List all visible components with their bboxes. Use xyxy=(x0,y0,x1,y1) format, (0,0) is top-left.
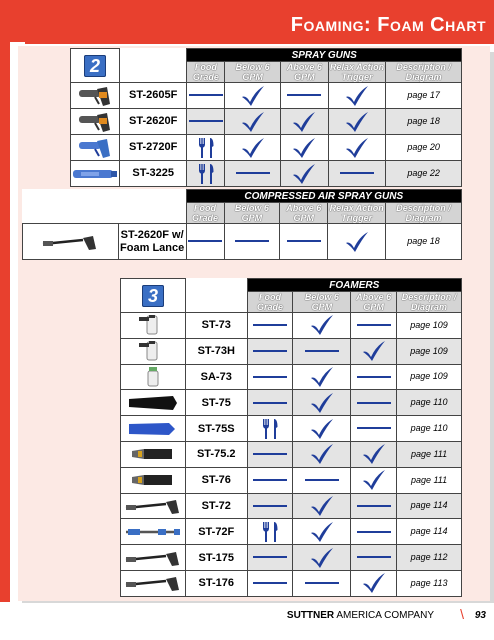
section-number-badge: 2 xyxy=(84,55,106,77)
dash-line xyxy=(253,479,287,481)
table-row xyxy=(121,441,462,467)
col-header: Above 6 GPM xyxy=(351,292,397,313)
dash-line xyxy=(287,240,321,242)
table-row xyxy=(121,416,462,442)
section-title: FOAMERS xyxy=(247,279,461,292)
fork-knife-icon xyxy=(187,135,225,161)
checkmark-icon xyxy=(280,109,328,135)
dash-mark xyxy=(247,545,293,571)
page-reference[interactable]: page 114 xyxy=(397,519,462,545)
fork-knife-icon xyxy=(247,416,293,442)
foam-lance-icon xyxy=(121,493,186,519)
dash-line xyxy=(253,402,287,404)
footer-brand: SUTTNER AMERICA COMPANY xyxy=(286,610,434,621)
foam-nozzle-icon xyxy=(121,467,186,493)
foam-nozzle-black-icon xyxy=(121,390,186,416)
dash-mark xyxy=(351,390,397,416)
model-number: ST-73 xyxy=(185,313,247,339)
dash-line xyxy=(253,376,287,378)
checkmark-icon xyxy=(328,109,386,135)
dash-mark xyxy=(247,467,293,493)
page-reference[interactable]: page 18 xyxy=(386,224,462,260)
model-number: ST-73H xyxy=(185,338,247,364)
dash-mark xyxy=(225,161,281,187)
fork-knife-icon xyxy=(247,519,293,545)
compressed-air-table xyxy=(22,189,462,260)
dash-mark xyxy=(247,313,293,339)
dash-line xyxy=(357,556,391,558)
dash-mark xyxy=(247,570,293,596)
model-number: ST-76 xyxy=(185,467,247,493)
dash-line xyxy=(253,556,287,558)
footer-divider: \ xyxy=(460,606,464,622)
checkmark-icon xyxy=(225,135,281,161)
col-header: Below 6 GPM xyxy=(293,292,351,313)
foam-nozzle-icon xyxy=(121,441,186,467)
checkmark-icon xyxy=(351,467,397,493)
model-number: ST-176 xyxy=(185,570,247,596)
page-reference[interactable]: page 113 xyxy=(397,570,462,596)
dash-mark xyxy=(351,416,397,442)
dash-line xyxy=(236,172,270,174)
table-row xyxy=(121,570,462,596)
checkmark-icon xyxy=(293,390,351,416)
foamer-bottle-icon xyxy=(121,313,186,339)
col-header: Food Grade xyxy=(247,292,293,313)
col-header: Food Grade xyxy=(186,203,224,224)
checkmark-icon xyxy=(293,313,351,339)
foam-nozzle-blue-icon xyxy=(121,416,186,442)
section-number-badge: 3 xyxy=(142,285,164,307)
page-reference[interactable]: page 114 xyxy=(397,493,462,519)
table-row xyxy=(121,493,462,519)
checkmark-icon xyxy=(293,519,351,545)
dash-line xyxy=(188,240,222,242)
section-badge xyxy=(121,279,186,313)
dash-line xyxy=(189,94,223,96)
dash-line xyxy=(253,324,287,326)
footer xyxy=(0,603,494,640)
dash-mark xyxy=(224,224,280,260)
col-header: Above 6 GPM xyxy=(280,203,328,224)
dash-line xyxy=(287,94,321,96)
col-header: Description / Diagram xyxy=(386,62,462,83)
dash-line xyxy=(253,453,287,455)
checkmark-icon xyxy=(351,570,397,596)
section-title: SPRAY GUNS xyxy=(187,49,462,62)
model-number: ST-75 xyxy=(185,390,247,416)
section-title: COMPRESSED AIR SPRAY GUNS xyxy=(186,190,461,203)
table-row xyxy=(121,338,462,364)
checkmark-icon xyxy=(328,224,386,260)
checkmark-icon xyxy=(293,545,351,571)
checkmark-icon xyxy=(280,161,328,187)
page-reference[interactable]: page 111 xyxy=(397,441,462,467)
foam-lance-blue-icon xyxy=(121,519,186,545)
model-number: SA-73 xyxy=(185,364,247,390)
table-row xyxy=(121,467,462,493)
page-reference[interactable]: page 110 xyxy=(397,416,462,442)
dash-line xyxy=(357,402,391,404)
checkmark-icon xyxy=(225,109,281,135)
dash-line xyxy=(357,505,391,507)
page-reference[interactable]: page 109 xyxy=(397,313,462,339)
checkmark-icon xyxy=(293,364,351,390)
foam-lance-icon xyxy=(23,224,119,260)
dash-mark xyxy=(186,224,224,260)
page-reference[interactable]: page 109 xyxy=(397,338,462,364)
model-number: ST-2620F xyxy=(120,109,187,135)
foamer-bottle-icon xyxy=(121,338,186,364)
dash-mark xyxy=(328,161,386,187)
page-reference[interactable]: page 18 xyxy=(386,109,462,135)
col-header: Above 6 GPM xyxy=(280,62,328,83)
dash-mark xyxy=(247,441,293,467)
model-number: ST-175 xyxy=(185,545,247,571)
fork-knife-icon xyxy=(187,161,225,187)
dash-mark xyxy=(351,519,397,545)
dash-line xyxy=(253,350,287,352)
col-header: Description / Diagram xyxy=(397,292,462,313)
table-row xyxy=(121,390,462,416)
col-header: Relax Action Trigger xyxy=(329,62,385,82)
table-row xyxy=(71,161,462,187)
dash-mark xyxy=(247,364,293,390)
model-number: ST-72F xyxy=(185,519,247,545)
foamer-small-bottle-icon xyxy=(121,364,186,390)
col-header: Below 6 GPM xyxy=(225,62,281,83)
table-row xyxy=(71,135,462,161)
table-row xyxy=(71,83,462,109)
col-header: Relax Action Trigger xyxy=(329,203,384,223)
page-reference[interactable]: page 20 xyxy=(386,135,462,161)
model-number: ST-72 xyxy=(185,493,247,519)
foam-lance-icon xyxy=(121,545,186,571)
page-reference[interactable]: page 109 xyxy=(397,364,462,390)
checkmark-icon xyxy=(293,441,351,467)
dash-mark xyxy=(351,493,397,519)
dash-mark xyxy=(280,224,328,260)
dash-line xyxy=(305,350,339,352)
dash-mark xyxy=(187,83,225,109)
dash-line xyxy=(357,376,391,378)
dash-line xyxy=(253,505,287,507)
header-rule xyxy=(25,42,494,44)
spray-gun-orange-icon xyxy=(71,109,120,135)
table-row xyxy=(71,109,462,135)
dash-line xyxy=(357,531,391,533)
dash-line xyxy=(305,582,339,584)
col-header: Description / Diagram xyxy=(386,203,462,224)
checkmark-icon xyxy=(351,338,397,364)
spray-gun-blue-icon xyxy=(71,135,120,161)
page-title: Foaming: Foam Chart xyxy=(290,14,486,36)
page-reference[interactable]: page 112 xyxy=(397,545,462,571)
left-accent-strip xyxy=(0,42,10,602)
section-badge xyxy=(71,49,120,83)
page-reference[interactable]: page 111 xyxy=(397,467,462,493)
spray-gun-long-blue-icon xyxy=(71,161,120,187)
checkmark-icon xyxy=(351,441,397,467)
model-number: ST-2620F w/ Foam Lance xyxy=(118,224,186,260)
table-row xyxy=(121,364,462,390)
page-reference[interactable]: page 22 xyxy=(386,161,462,187)
model-number: ST-3225 xyxy=(120,161,187,187)
table-row xyxy=(121,313,462,339)
model-number: ST-2605F xyxy=(120,83,187,109)
table-row xyxy=(23,224,462,260)
dash-mark xyxy=(187,109,225,135)
dash-mark xyxy=(351,545,397,571)
page-number: 93 xyxy=(474,610,486,621)
dash-mark xyxy=(293,570,351,596)
checkmark-icon xyxy=(293,416,351,442)
checkmark-icon xyxy=(280,135,328,161)
checkmark-icon xyxy=(328,135,386,161)
dash-mark xyxy=(351,364,397,390)
dash-mark xyxy=(351,313,397,339)
checkmark-icon xyxy=(328,83,386,109)
dash-mark xyxy=(293,467,351,493)
dash-mark xyxy=(280,83,328,109)
model-number: ST-75S xyxy=(185,416,247,442)
dash-mark xyxy=(293,338,351,364)
col-header: Food Grade xyxy=(187,62,225,83)
table-row xyxy=(121,519,462,545)
page-reference[interactable]: page 17 xyxy=(386,83,462,109)
col-header: Below 6 GPM xyxy=(224,203,280,224)
dash-line xyxy=(253,582,287,584)
dash-line xyxy=(357,324,391,326)
table-row xyxy=(121,545,462,571)
dash-line xyxy=(340,172,374,174)
model-number: ST-2720F xyxy=(120,135,187,161)
foam-lance-icon xyxy=(121,570,186,596)
dash-mark xyxy=(247,338,293,364)
checkmark-icon xyxy=(293,493,351,519)
dash-line xyxy=(235,240,269,242)
dash-mark xyxy=(247,390,293,416)
page-reference[interactable]: page 110 xyxy=(397,390,462,416)
spray-gun-orange-icon xyxy=(71,83,120,109)
dash-mark xyxy=(247,493,293,519)
model-number: ST-75.2 xyxy=(185,441,247,467)
dash-line xyxy=(189,120,223,122)
spray-guns-table xyxy=(70,48,462,187)
dash-line xyxy=(305,479,339,481)
foamers-table xyxy=(120,278,462,597)
dash-line xyxy=(357,427,391,429)
checkmark-icon xyxy=(225,83,281,109)
